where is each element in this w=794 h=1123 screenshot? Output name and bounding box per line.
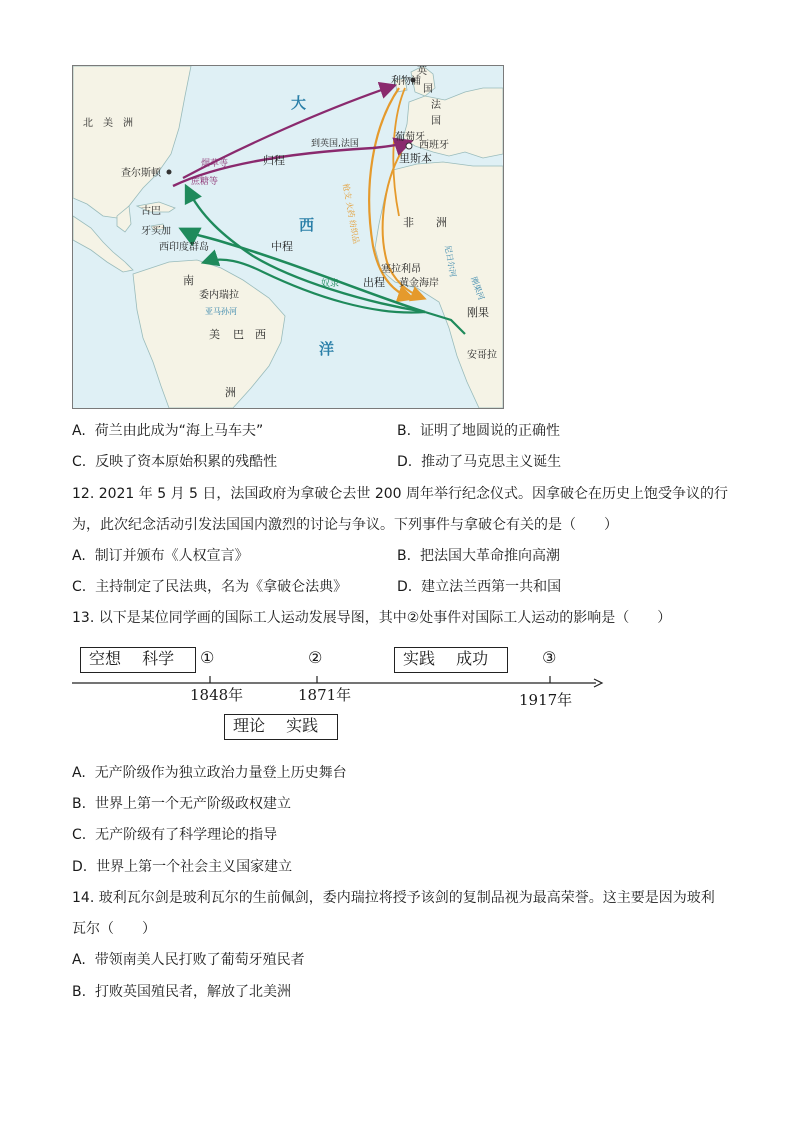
map-label-africa: 非 洲 <box>403 216 447 229</box>
q11-option-b[interactable] <box>397 421 560 441</box>
map-label-river-1: 尼日尔河 <box>443 244 458 278</box>
q11-option-b-text: 证明了地圆说的正确性 <box>419 423 560 439</box>
map-label-britain-1: 英 <box>417 66 427 77</box>
timeline-box-utopia-science: 空想 科学 <box>80 647 196 673</box>
q13-option-d[interactable] <box>72 857 292 877</box>
map-label-spain: 西班牙 <box>419 140 449 151</box>
q13-option-d-letter: D. <box>72 859 88 875</box>
map-label-jamaica: 牙买加 <box>141 226 171 237</box>
map-label-tobacco: 烟草等 <box>201 159 229 169</box>
q11-option-c-text: 反映了资本原始积累的残酷性 <box>95 454 278 470</box>
map-label-venezuela: 委内瑞拉 <box>199 290 239 301</box>
map-label-to-britain: 到英国,法国 <box>311 139 359 149</box>
timeline-year-1848: 1848年 <box>190 686 244 704</box>
q12-option-c[interactable] <box>72 577 347 597</box>
timeline-year-1917: 1917年 <box>519 691 573 709</box>
map-label-sa-2: 美 <box>209 328 220 341</box>
q14-option-a-letter: A. <box>72 952 86 968</box>
map-label-congo: 刚果 <box>467 306 489 319</box>
map-label-portugal: 葡萄牙 <box>395 132 425 143</box>
q11-option-d-text: 推动了马克思主义诞生 <box>421 454 562 470</box>
timeline-marker-3: ③ <box>542 648 557 667</box>
charleston-dot <box>167 170 172 175</box>
map-label-sa-1: 南 <box>183 274 194 287</box>
map-label-cuba: 古巴 <box>141 206 161 217</box>
map-label-liverpool: 利物浦 <box>391 76 421 87</box>
map-label-sa-3: 洲 <box>225 386 236 399</box>
q14-stem-line1: 14. 玻利瓦尔剑是玻利瓦尔的生前佩剑，委内瑞拉将授予该剑的复制品视为最高荣誉。这主要是因为玻利 <box>72 890 715 906</box>
map-label-atlantic-3: 洋 <box>319 340 335 358</box>
timeline-box-theory-practice: 理论 实践 <box>224 714 338 740</box>
q12-stem-line1: 12. 2021 年 5 月 5 日，法国政府为拿破仑去世 200 周年举行纪念仪式。因拿破仑在历史上饱受争议的行 <box>72 486 729 502</box>
q11-option-d[interactable] <box>397 452 561 472</box>
map-label-river-2: 刚果河 <box>469 275 486 302</box>
map-label-brazil: 巴 西 <box>233 328 266 341</box>
q11-option-a[interactable] <box>72 421 263 441</box>
map-label-france-1: 法 <box>431 100 441 111</box>
q14-option-a-text: 带领南美人民打败了葡萄牙殖民者 <box>94 952 305 968</box>
q14-option-b-letter: B. <box>72 984 87 1000</box>
q12-option-a-text: 制订并颁布《人权宣言》 <box>94 548 249 564</box>
timeline-box-practice-success: 实践 成功 <box>394 647 508 673</box>
map-label-atlantic-2: 西 <box>299 216 315 234</box>
map-label-lisbon: 里斯本 <box>399 152 432 165</box>
q13-option-c-text: 无产阶级有了科学理论的指导 <box>95 827 278 843</box>
q12-option-b-text: 把法国大革命推向高潮 <box>419 548 560 564</box>
q14-option-a[interactable] <box>72 950 305 970</box>
map-label-sugar: 蔗糖等 <box>191 177 219 187</box>
q13-option-b-letter: B. <box>72 796 87 812</box>
q13-option-b[interactable] <box>72 794 291 814</box>
q14-option-b-text: 打败英国殖民者，解放了北美洲 <box>94 984 291 1000</box>
q14-option-b[interactable] <box>72 982 291 1002</box>
q12-option-c-text: 主持制定了民法典，名为《拿破仑法典》 <box>95 579 348 595</box>
triangular-trade-map <box>72 65 504 409</box>
timeline-marker-2: ② <box>308 648 323 667</box>
q11-option-a-text: 荷兰由此成为“海上马车夫” <box>94 423 264 439</box>
q11-option-a-letter: A. <box>72 423 86 439</box>
map-label-angola: 安哥拉 <box>467 350 497 361</box>
q12-option-d-letter: D. <box>397 579 413 595</box>
lisbon-dot <box>406 143 412 149</box>
q13-option-c-letter: C. <box>72 827 87 843</box>
q11-option-b-letter: B. <box>397 423 412 439</box>
q12-option-d[interactable] <box>397 577 561 597</box>
map-label-slaves: 奴隶 <box>321 279 340 289</box>
q14-stem-line2: 瓦尔（ ） <box>72 921 156 937</box>
map-label-west-indies: 西印度群岛 <box>159 242 209 253</box>
map-svg <box>73 66 503 408</box>
map-label-outbound: 出程 <box>363 276 385 289</box>
q13-option-d-text: 世界上第一个社会主义国家建立 <box>96 859 293 875</box>
timeline-year-1871: 1871年 <box>298 686 352 704</box>
q13-option-a[interactable] <box>72 763 347 783</box>
map-label-charleston: 查尔斯顿 <box>121 168 161 179</box>
q13-option-b-text: 世界上第一个无产阶级政权建立 <box>94 796 291 812</box>
map-label-atlantic-1: 大 <box>291 94 307 112</box>
map-label-sierra-leone: 塞拉利昂 <box>381 264 421 275</box>
q12-option-b-letter: B. <box>397 548 412 564</box>
q13-option-c[interactable] <box>72 825 277 845</box>
map-label-return: 归程 <box>263 154 285 167</box>
map-label-gold-coast: 黄金海岸 <box>399 278 439 289</box>
q13-stem: 13. 以下是某位同学画的国际工人运动发展导图，其中②处事件对国际工人运动的影响是（ ） <box>72 610 672 626</box>
map-label-river-3: 亚马孙河 <box>205 307 237 316</box>
q11-option-d-letter: D. <box>397 454 413 470</box>
q12-stem-line2: 为，此次纪念活动引发法国国内激烈的讨论与争议。下列事件与拿破仑有关的是（ ） <box>72 517 618 533</box>
map-label-britain-2: 国 <box>423 84 433 95</box>
q13-option-a-letter: A. <box>72 765 86 781</box>
map-label-goods: 枪支 火药 纺织品 <box>341 182 361 245</box>
q12-option-a[interactable] <box>72 546 249 566</box>
q12-option-a-letter: A. <box>72 548 86 564</box>
q11-option-c-letter: C. <box>72 454 87 470</box>
q12-option-c-letter: C. <box>72 579 87 595</box>
q12-option-d-text: 建立法兰西第一共和国 <box>421 579 562 595</box>
q12-option-b[interactable] <box>397 546 560 566</box>
timeline-marker-1: ① <box>200 648 215 667</box>
map-label-north-america: 北 美 洲 <box>83 118 133 129</box>
q13-option-a-text: 无产阶级作为独立政治力量登上历史舞台 <box>94 765 347 781</box>
map-label-middle: 中程 <box>271 240 293 253</box>
q11-option-c[interactable] <box>72 452 277 472</box>
map-label-france-2: 国 <box>431 116 441 127</box>
